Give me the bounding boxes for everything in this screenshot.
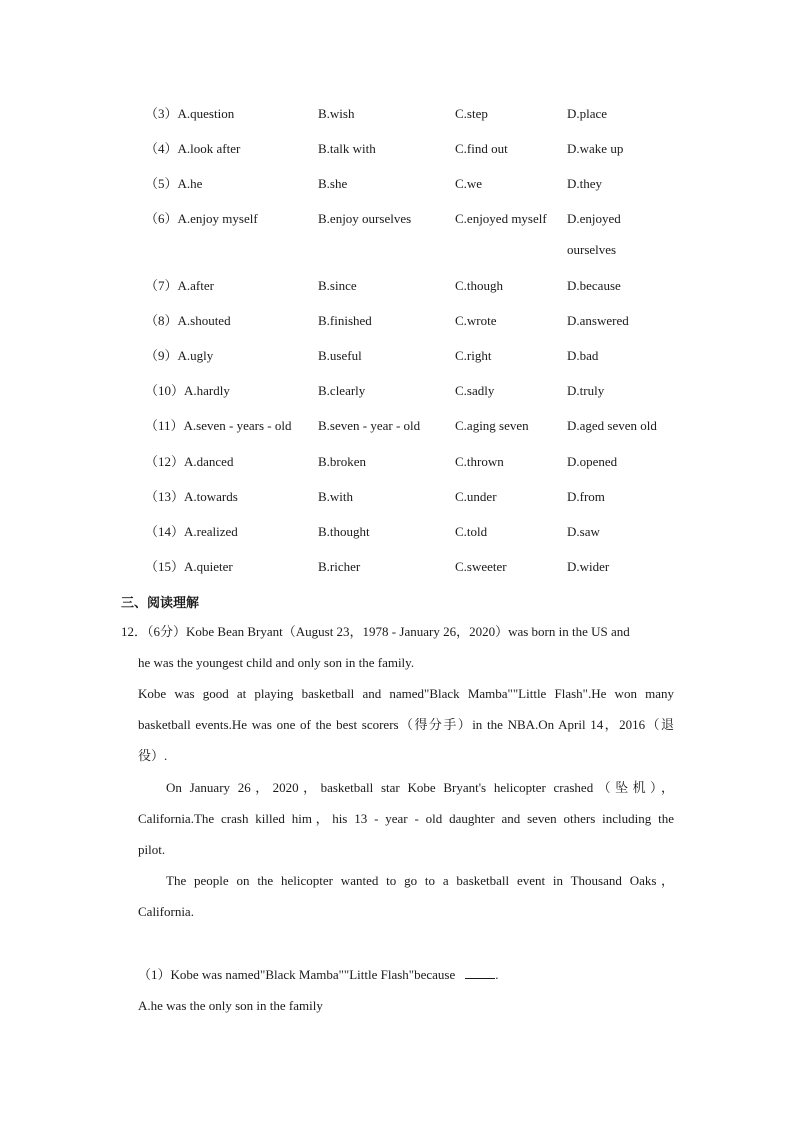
option-c: C.wrote	[455, 313, 497, 328]
option-a: （10）A.hardly	[145, 383, 230, 398]
option-row-6-wrap	[0, 240, 794, 260]
option-a: （15）A.quieter	[145, 559, 233, 574]
option-b: B.useful	[318, 348, 362, 363]
option-b: B.richer	[318, 559, 361, 574]
question-1-stem-row	[138, 965, 499, 985]
option-b: B.talk with	[318, 141, 376, 156]
section-heading: 三、阅读理解	[121, 596, 200, 611]
option-row-12	[0, 452, 794, 472]
option-a: （6）A.enjoy myself	[145, 211, 258, 226]
option-b: B.she	[318, 176, 348, 191]
option-a: （13）A.towards	[145, 489, 238, 504]
option-b: B.seven - year - old	[318, 418, 421, 433]
option-row-6	[0, 209, 794, 229]
option-c: C.sadly	[455, 383, 495, 398]
option-d: D.aged seven old	[567, 418, 657, 433]
option-c: C.step	[455, 106, 488, 121]
option-a: （11）A.seven - years - old	[145, 418, 292, 433]
option-b: B.finished	[318, 313, 372, 328]
option-c: C.find out	[455, 141, 508, 156]
passage-line: On January 26，2020，basketball star Kobe Bryant's helicopter crashed（坠机），	[166, 780, 674, 795]
option-row-9	[0, 346, 794, 366]
passage-line: California.The crash killed him，his 13 - year - old daughter and seven others including the	[138, 811, 674, 826]
option-c: C.enjoyed myself	[455, 211, 547, 226]
option-row-4	[0, 139, 794, 159]
option-d: D.enjoyed	[567, 211, 621, 226]
option-d-continued: ourselves	[567, 242, 617, 257]
option-c: C.though	[455, 278, 504, 293]
option-a: （5）A.he	[145, 176, 203, 191]
option-a: （4）A.look after	[145, 141, 241, 156]
passage-line: he was the youngest child and only son in the family.	[138, 655, 415, 670]
option-a: （3）A.question	[145, 106, 235, 121]
option-row-13	[0, 487, 794, 507]
passage-line: The people on the helicopter wanted to go to a basketball event in Thousand Oaks，	[166, 873, 674, 888]
option-d: D.answered	[567, 313, 629, 328]
option-b: B.since	[318, 278, 357, 293]
question-intro-line: 12．（6分）Kobe Bean Bryant（August 23，1978 - January 26，2020）was born in the US and	[121, 624, 630, 639]
answer-blank	[465, 966, 495, 979]
passage-line: California.	[138, 904, 194, 919]
option-c: C.under	[455, 489, 497, 504]
option-a: （9）A.ugly	[145, 348, 214, 363]
option-c: C.thrown	[455, 454, 504, 469]
option-b: B.broken	[318, 454, 367, 469]
passage-line: 役）.	[138, 748, 168, 763]
option-c: C.told	[455, 524, 488, 539]
option-d: D.opened	[567, 454, 618, 469]
option-row-5	[0, 174, 794, 194]
passage-line: pilot.	[138, 842, 166, 857]
option-d: D.wider	[567, 559, 610, 574]
option-c: C.right	[455, 348, 492, 363]
option-c: C.aging seven	[455, 418, 529, 433]
period: .	[495, 967, 499, 982]
question-1-option-a: A.he was the only son in the family	[138, 998, 323, 1013]
option-c: C.we	[455, 176, 483, 191]
option-row-10	[0, 381, 794, 401]
option-row-3	[0, 104, 794, 124]
option-row-15	[0, 557, 794, 577]
option-a: （12）A.danced	[145, 454, 234, 469]
option-b: B.enjoy ourselves	[318, 211, 412, 226]
question-1-stem: （1）Kobe was named"Black Mamba""Little Flash"because	[138, 967, 456, 982]
option-row-7	[0, 276, 794, 296]
option-d: D.from	[567, 489, 605, 504]
option-b: B.thought	[318, 524, 370, 539]
option-row-8	[0, 311, 794, 331]
option-row-11	[0, 416, 794, 436]
option-d: D.bad	[567, 348, 599, 363]
option-b: B.wish	[318, 106, 355, 121]
option-d: D.place	[567, 106, 608, 121]
option-a: （8）A.shouted	[145, 313, 231, 328]
option-b: B.with	[318, 489, 354, 504]
passage-line: basketball events.He was one of the best scorers（得分手）in the NBA.On April 14，2016（退	[138, 717, 674, 732]
option-a: （7）A.after	[145, 278, 214, 293]
option-b: B.clearly	[318, 383, 366, 398]
option-d: D.because	[567, 278, 621, 293]
option-c: C.sweeter	[455, 559, 507, 574]
option-a: （14）A.realized	[145, 524, 238, 539]
option-d: D.wake up	[567, 141, 624, 156]
option-row-14	[0, 522, 794, 542]
option-d: D.saw	[567, 524, 600, 539]
option-d: D.truly	[567, 383, 605, 398]
passage-line: Kobe was good at playing basketball and named"Black Mamba""Little Flash".He won many	[138, 686, 674, 701]
option-d: D.they	[567, 176, 603, 191]
